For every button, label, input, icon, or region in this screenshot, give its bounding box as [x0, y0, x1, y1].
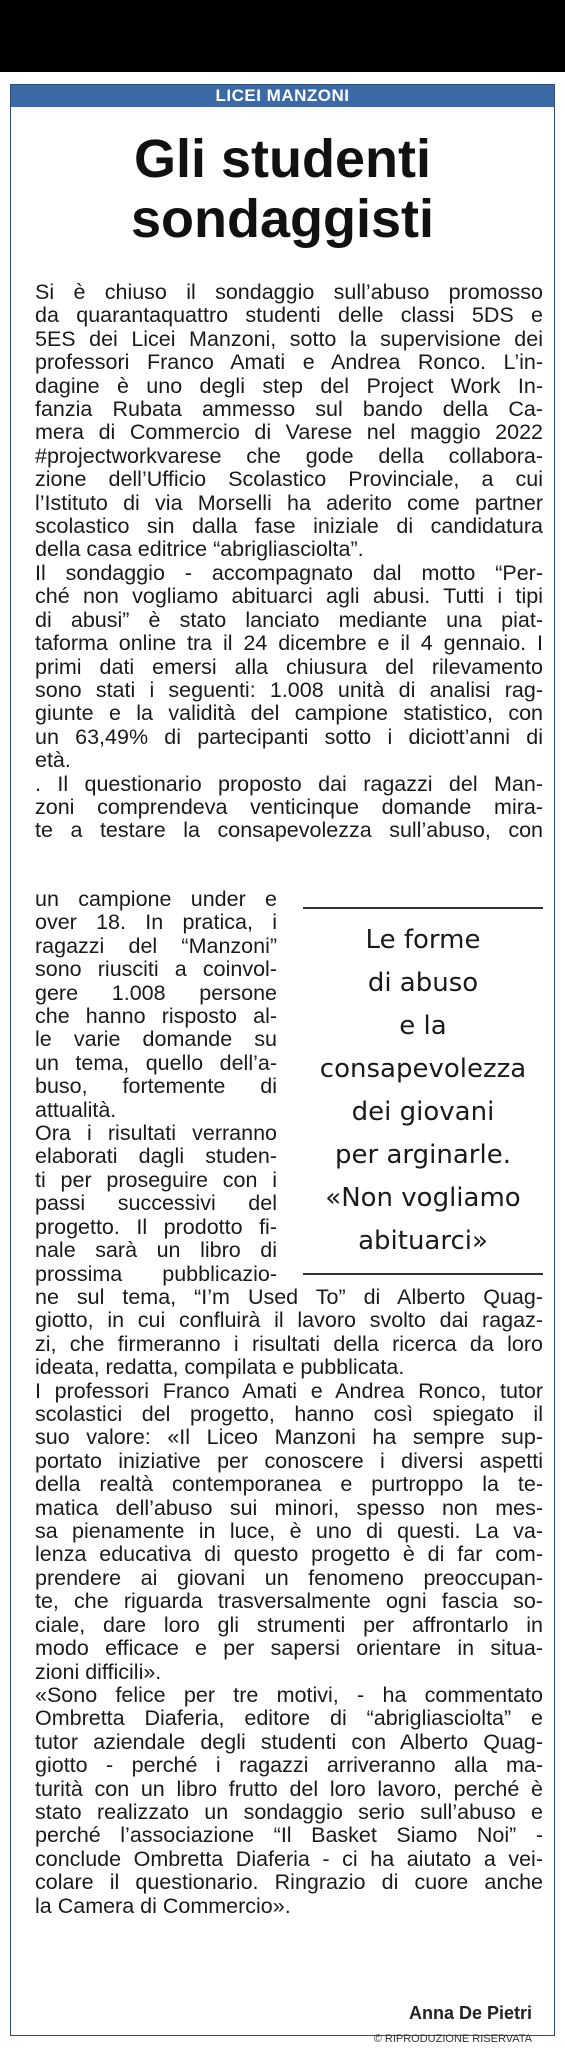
body-line: elaborati dagli studen-	[35, 1144, 277, 1169]
article-body-top	[35, 281, 543, 843]
body-line: sono riusciti a coinvol-	[35, 957, 277, 982]
body-line: prossima pubblicazio-	[35, 1261, 277, 1286]
body-line: gere 1.008 persone	[35, 980, 277, 1005]
pull-quote-line: per arginarle.	[335, 1140, 511, 1170]
body-line: sa pienamente in luce, è uno di questi. La va-	[35, 1519, 543, 1544]
body-line: di abusi” è stato lanciato mediante una piat-	[35, 607, 543, 632]
body-line: colare il questionario. Ringrazio di cuore anche	[35, 1870, 543, 1895]
top-black-bar	[0, 0, 565, 72]
body-line: un tema, quello dell’a-	[35, 1050, 277, 1075]
body-line: fanzia Rubata ammesso sul bando della Ca-	[35, 397, 543, 422]
article-body-narrow	[35, 888, 277, 1286]
body-line: zione dell’Ufficio Scolastico Provinciale, a cui	[35, 467, 543, 492]
article-frame	[10, 84, 555, 2045]
article-body-bottom	[35, 1286, 543, 1918]
pull-quote	[303, 907, 543, 1275]
body-line: Ombretta Diaferia, editore di “abrigliasciolta” e	[35, 1706, 543, 1731]
body-line: ciale, dare loro gli strumenti per affrontarlo in	[35, 1612, 543, 1637]
body-line: la Camera di Commercio».	[35, 1893, 291, 1918]
body-line: dagine è uno degli step del Project Work In-	[35, 373, 543, 398]
body-line: portato iniziative per conoscere i diversi aspetti	[35, 1448, 543, 1473]
pull-quote-line: dei giovani	[351, 1097, 495, 1127]
body-line: ne sul tema, “I’m Used To” di Alberto Quag-	[35, 1285, 543, 1309]
body-line: progetto. Il prodotto fi-	[35, 1214, 277, 1239]
body-line: suo valore: «Il Liceo Manzoni ha sempre sup-	[35, 1425, 543, 1450]
body-line: ti per proseguire con i	[35, 1167, 277, 1192]
body-line: attualità.	[35, 1097, 117, 1122]
section-label: LICEI MANZONI	[11, 85, 554, 107]
body-line: stato realizzato un sondaggio serio sull’abuso e	[35, 1799, 543, 1824]
body-line: un campione under e	[35, 887, 277, 911]
body-line: zioni difficili».	[35, 1659, 162, 1684]
body-line: della casa editrice “abrigliasciolta”.	[35, 537, 364, 562]
body-line: 5ES dei Licei Manzoni, sotto la supervisione dei	[35, 326, 543, 351]
body-line: buso, fortemente di	[35, 1074, 277, 1099]
body-line: te a testare la consapevolezza sull’abuso, con	[35, 818, 543, 843]
pull-quote-line: Le forme	[365, 925, 481, 955]
body-line: te, che riguarda trasversalmente ogni fascia so-	[35, 1589, 543, 1614]
body-line: Il sondaggio - accompagnato dal motto “Per-	[35, 560, 543, 585]
body-line: età.	[35, 748, 71, 773]
pull-quote-line: di abuso	[367, 968, 479, 998]
pull-quote-line: e la	[399, 1011, 447, 1041]
body-line: tutor aziendale degli studenti con Alberto Quag-	[35, 1729, 543, 1754]
body-line: nale sarà un libro di	[35, 1238, 277, 1263]
body-line: turità con un libro frutto del loro lavoro, perché è	[35, 1776, 543, 1801]
headline	[11, 129, 554, 249]
body-line: mera di Commercio di Varese nel maggio 2022	[35, 420, 543, 445]
body-line: taforma online tra il 24 dicembre e il 4 gennaio. I	[35, 631, 543, 656]
body-line: scolastici del progetto, hanno così spiegato il	[35, 1402, 543, 1427]
body-line: della realtà contemporanea e purtroppo la te-	[35, 1472, 543, 1497]
author-signature: Anna De Pietri	[408, 2003, 532, 2023]
body-line: ché non vogliamo abituarci agli abusi. Tutti i tipi	[35, 584, 543, 609]
body-line: sono stati i seguenti: 1.008 unità di analisi rag-	[35, 677, 543, 702]
body-line: Si è chiuso il sondaggio sull’abuso promosso	[35, 280, 543, 304]
body-line: #projectworkvarese che gode della collabora-	[35, 443, 543, 468]
copyright-notice: © RIPRODUZIONE RISERVATA	[373, 2033, 532, 2045]
body-line: modo efficace e per sapersi orientare in situa-	[35, 1636, 543, 1661]
body-line: over 18. In pratica, i	[35, 910, 277, 935]
body-line: un 63,49% di partecipanti sotto i diciott’anni di	[35, 724, 543, 749]
body-line: scolastico sin dalla fase iniziale di candidatura	[35, 514, 543, 539]
body-line: passi successivi del	[35, 1191, 277, 1216]
body-line: da quarantaquattro studenti delle classi 5DS e	[35, 303, 543, 328]
headline-line: sondaggisti	[130, 189, 434, 249]
body-line: Ora i risultati verranno	[35, 1121, 277, 1146]
pull-quote-line: abituarci»	[358, 1226, 488, 1256]
body-line: matica dell’abuso sui minori, spesso non mes-	[35, 1495, 543, 1520]
body-line: zi, che firmeranno i risultati della ricerca da loro	[35, 1331, 543, 1356]
body-line: prendere ai giovani un fenomeno preoccupan-	[35, 1565, 543, 1590]
body-line: primi dati emersi alla chiusura del rilevamento	[35, 654, 543, 679]
body-line: l’Istituto di via Morselli ha aderito come partner	[35, 490, 543, 515]
body-line: che hanno risposto al-	[35, 1004, 277, 1029]
body-line: ideata, redatta, compilata e pubblicata.	[35, 1355, 405, 1380]
body-line: «Sono felice per tre motivi, - ha commentato	[35, 1682, 543, 1707]
body-line: perché l’associazione “Il Basket Siamo Noi” -	[35, 1823, 543, 1848]
body-line: professori Franco Amati e Andrea Ronco. L’in-	[35, 350, 543, 375]
body-line: conclude Ombretta Diaferia - ci ha aiutato a vei-	[35, 1846, 543, 1871]
body-line: lenza educativa di questo progetto è di far com-	[35, 1542, 543, 1567]
body-line: giunte e la validità del campione statistico, con	[35, 701, 543, 726]
body-line: ragazzi del “Manzoni”	[35, 933, 277, 958]
body-line: giotto, in cui confluirà il lavoro svolto dai ragaz-	[35, 1308, 543, 1333]
body-line: giotto - perché i ragazzi arriveranno alla ma-	[35, 1753, 543, 1778]
pull-quote-line: «Non vogliamo	[325, 1183, 521, 1213]
headline-line: Gli studenti	[134, 129, 431, 189]
body-line: le varie domande su	[35, 1027, 277, 1052]
pull-quote-line: consapevolezza	[319, 1054, 527, 1084]
body-line: zoni comprendeva venticinque domande mira-	[35, 794, 543, 819]
body-line: I professori Franco Amati e Andrea Ronco, tutor	[35, 1378, 543, 1403]
body-line: . Il questionario proposto dai ragazzi del Man-	[35, 771, 543, 796]
